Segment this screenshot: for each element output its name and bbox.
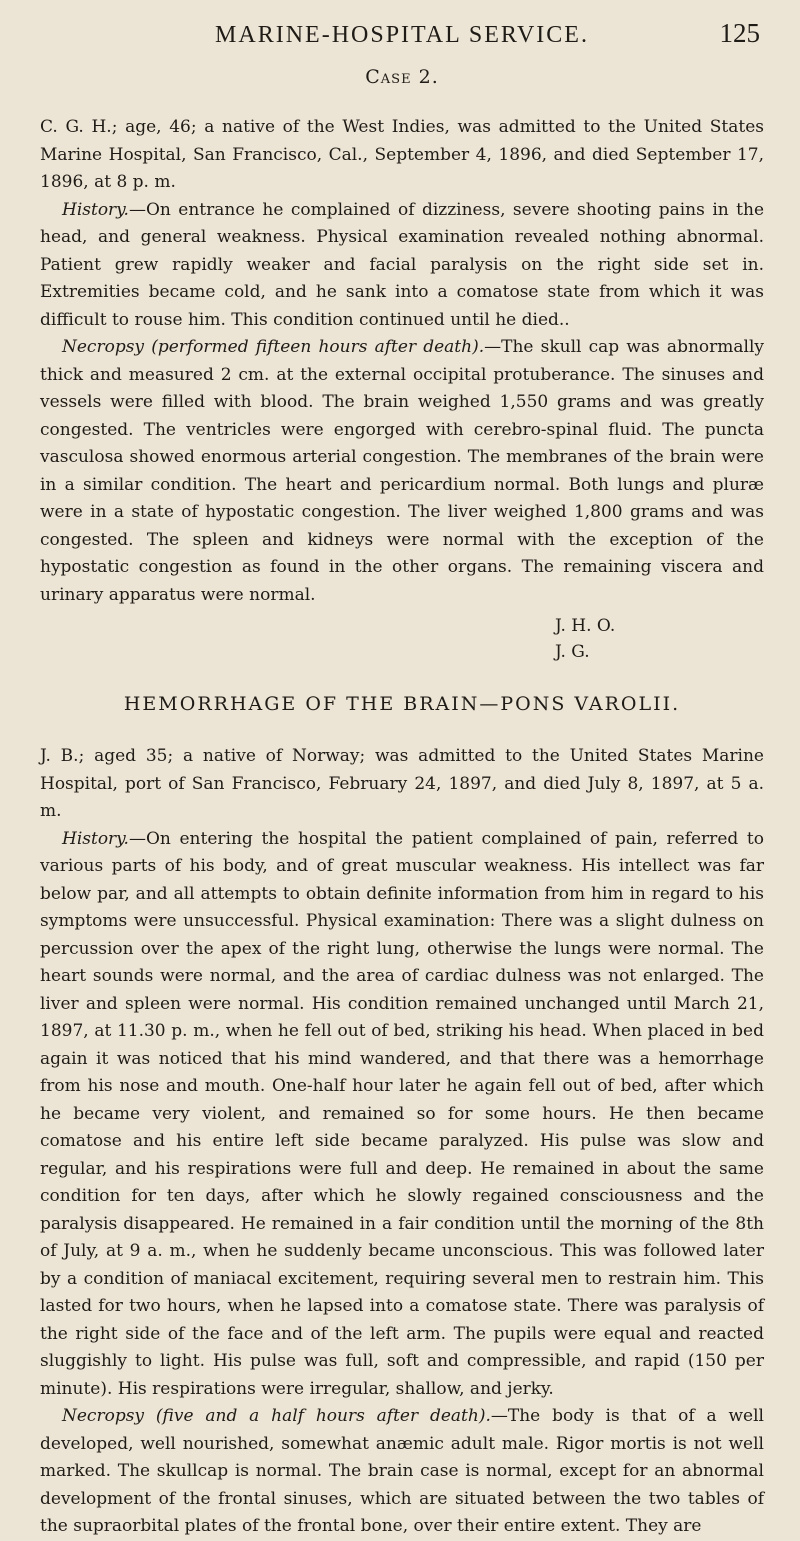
necropsy-text: —The skull cap was abnormally thick and measured 2 cm. at the external occipital protuberance. The sinuses and vessels were filled with blood. The brain weighed 1,550 grams and was greatly congested. The ventricles were engorged with cerebro-spinal fluid. The puncta vasculosa showed enormous arterial congestion. The membranes of the brain were in a similar condition. The heart and pericardium normal. Both lungs and pluræ were in a state of hypostatic congestion. The liver weighed 1,800 grams and was congested. The spleen and kidneys were normal with the exception of the hypostatic congestion as found in the other organs. The remaining viscera and urinary apparatus were normal. xyxy=(40,337,764,605)
necropsy-text: —The body is that of a well developed, well nourished, somewhat anæmic adult male. Rigor mortis is not well marked. The skullcap is normal. The brain case is normal, except for an abnormal development of the frontal sinuses, which are situated between the two tables of the supraorbital plates of the frontal bone, over their entire extent. They are xyxy=(40,1406,764,1536)
case-2-history xyxy=(40,197,764,335)
history-lead: History. xyxy=(62,199,129,220)
case-3-intro: J. B.; aged 35; a native of Norway; was admitted to the United States Marine Hospital, port of San Francisco, February 24, 1897, and died July 8, 1897, at 5 a. m. xyxy=(40,746,764,821)
case-3-necropsy xyxy=(40,1403,764,1541)
initials-line-1: J. H. O. xyxy=(555,616,616,636)
running-header xyxy=(40,18,764,62)
page-number: 125 xyxy=(719,18,760,48)
initials-line-2: J. G. xyxy=(555,642,590,662)
history-text: —On entering the hospital the patient complained of pain, referred to various parts of his body, and of great muscular weakness. His intellect was far below par, and all attempts to obtain definite information from him in regard to his symptoms were unsuccessful. Physical examination: There was a slight dulness on percussion over the apex of the right lung, otherwise the lungs were normal. The heart sounds were normal, and the area of cardiac dulness was not enlarged. The liver and spleen were normal. His condition remained unchanged until March 21, 1897, at 11.30 p. m., when he fell out of bed, striking his head. When placed in bed again it was noticed that his mind wandered, and that there was a hemorrhage from his nose and mouth. One-half hour later he again fell out of bed, after which he became very violent, and remained so for some hours. He then became comatose and his entire left side became paralyzed. His pulse was slow and regular, and his respirations were full and deep. He remained in about the same condition for ten days, after which he slowly regained consciousness and the paralysis disappeared. He remained in a fair condition until the morning of the 8th of July, at 9 a. m., when he suddenly became unconscious. This was followed later by a condition of maniacal excitement, requiring several men to restrain him. This lasted for two hours, when he lapsed into a comatose state. There was paralysis of the right side of the face and of the left arm. The pupils were equal and reacted sluggishly to light. His pulse was full, soft and compressible, and rapid (150 per minute). His respirations were irregular, shallow, and jerky. xyxy=(40,828,764,1399)
section-heading: HEMORRHAGE OF THE BRAIN—PONS VAROLII. xyxy=(123,693,681,715)
case-3-history xyxy=(40,826,764,1404)
author-initials xyxy=(40,613,764,665)
case-2-heading: Case 2. xyxy=(365,66,439,88)
necropsy-lead: Necropsy (five and a half hours after death). xyxy=(62,1406,491,1426)
history-text: —On entrance he complained of dizziness, severe shooting pains in the head, and general weakness. Physical examination revealed nothing abnormal. Patient grew rapidly weaker and facial paralysis on the right side set in. Extremities became cold, and he sank into a comatose state from which it was difficult to rouse him. This condition continued until he died.. xyxy=(40,199,764,330)
necropsy-lead: Necropsy (performed fifteen hours after death). xyxy=(62,337,485,357)
case-2-necropsy xyxy=(40,334,764,609)
history-lead: History. xyxy=(62,828,129,849)
running-title: MARINE-HOSPITAL SERVICE. xyxy=(215,22,589,48)
case-2-intro: C. G. H.; age, 46; a native of the West Indies, was admitted to the United States Marine Hospital, San Francisco, Cal., September 4, 1896, and died September 17, 1896, at 8 p. m. xyxy=(40,117,764,192)
